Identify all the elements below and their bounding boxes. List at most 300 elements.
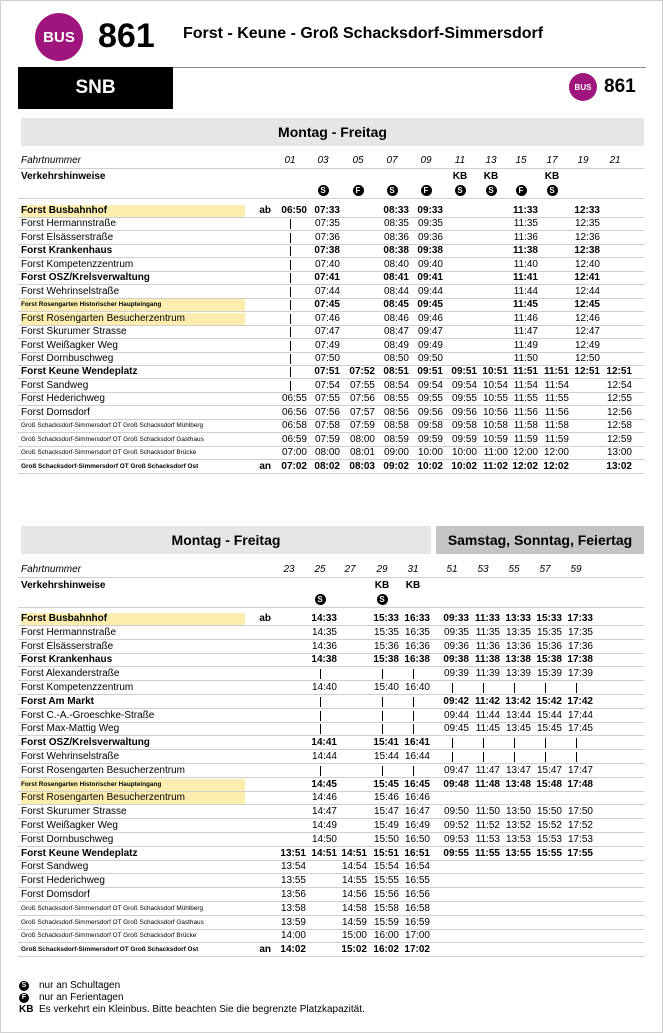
departure-time: 08:00 <box>349 433 375 445</box>
departure-time: 08:02 <box>314 460 340 472</box>
departure-time: 14:44 <box>311 751 337 762</box>
departure-time: 13:42 <box>505 695 531 707</box>
stop-name: Forst Dornbuschweg <box>21 352 114 364</box>
departure-time: 11:36 <box>475 640 500 652</box>
trip-number: 05 <box>352 155 364 166</box>
departure-time: 16:02 <box>373 944 399 956</box>
stop-name: Forst Weißagker Weg <box>21 339 118 351</box>
departure-time: 09:39 <box>443 668 469 680</box>
departure-time: 15:49 <box>373 820 399 831</box>
departure-time: 11:51 <box>512 366 538 378</box>
departure-time: 10:00 <box>417 447 443 459</box>
departure-time: 08:44 <box>383 285 409 297</box>
holiday-days-icon: F <box>516 185 527 196</box>
departure-time: 08:35 <box>383 218 409 230</box>
departure-time: 15:02 <box>341 944 367 956</box>
pass-through-mark <box>452 752 453 762</box>
departure-time: 12:02 <box>543 460 569 472</box>
departure-time: 09:56 <box>417 406 443 418</box>
departure-time: 14:47 <box>311 806 337 818</box>
departure-time: 14:50 <box>311 833 337 845</box>
departure-time: 16:00 <box>373 930 399 942</box>
departure-time: 06:56 <box>281 406 307 418</box>
departure-time: 08:00 <box>314 447 340 459</box>
pass-through-mark <box>545 738 546 748</box>
departure-time: 11:33 <box>474 613 500 624</box>
departure-time: 11:55 <box>544 393 569 405</box>
departure-time: 15:51 <box>373 847 399 859</box>
trip-number: 29 <box>376 564 388 575</box>
departure-time: 11:56 <box>513 406 538 418</box>
stop-name: Groß Schacksdorf-Simmersdorf OT Groß Schacksdorf Mühlberg <box>21 904 204 912</box>
departure-time: 15:38 <box>373 654 399 666</box>
departure-time: 16:49 <box>404 820 430 831</box>
pass-through-mark <box>320 766 321 776</box>
departure-time: 09:54 <box>417 379 443 391</box>
departure-time: 15:36 <box>536 640 562 652</box>
departure-time: 17:33 <box>567 613 593 624</box>
stop-name: Groß Schacksdorf-Simmersdorf OT Groß Schacksdorf Ost <box>21 462 199 470</box>
departure-time: 11:50 <box>513 352 538 364</box>
departure-time: 15:42 <box>536 695 562 707</box>
stop-name: Forst Max-Mattig Weg <box>21 723 120 735</box>
departure-time: 10:54 <box>482 379 508 391</box>
stop-name: Forst Rosengarten Historischer Haupteingang <box>21 780 162 788</box>
departure-time: 11:54 <box>544 379 569 391</box>
departure-time: 14:51 <box>341 847 367 859</box>
pass-through-mark <box>413 697 414 707</box>
departure-time: 14:56 <box>341 889 367 900</box>
departure-time: 10:56 <box>482 406 508 418</box>
departure-time: 12:00 <box>543 447 569 459</box>
school-days-icon: S <box>547 185 558 196</box>
departure-time: 09:46 <box>417 312 443 324</box>
departure-time: 17:47 <box>567 764 593 776</box>
arrival-marker: an <box>259 944 271 956</box>
divider <box>18 607 645 608</box>
departure-time: 15:36 <box>373 640 399 652</box>
departure-time: 09:45 <box>443 723 469 735</box>
departure-time: 09:58 <box>417 420 443 432</box>
departure-time: 10:58 <box>482 420 508 432</box>
departure-time: 11:55 <box>513 393 538 405</box>
stop-name: Forst Hermannstraße <box>21 218 117 230</box>
departure-time: 14:02 <box>280 944 306 956</box>
departure-time: 11:42 <box>474 695 500 707</box>
departure-time: 15:33 <box>373 613 399 624</box>
departure-time: 09:45 <box>417 299 443 311</box>
pass-through-mark <box>382 711 383 721</box>
departure-time: 09:44 <box>443 709 469 721</box>
departure-time: 08:59 <box>383 433 409 445</box>
departure-time: 07:02 <box>281 460 307 472</box>
departure-time: 09:58 <box>451 420 477 432</box>
departure-time: 07:55 <box>314 393 340 405</box>
departure-time: 16:51 <box>404 847 430 859</box>
departure-time: 12:44 <box>574 285 600 297</box>
pass-through-mark <box>483 738 484 748</box>
departure-time: 07:49 <box>314 339 340 351</box>
stop-name: Forst Skurumer Strasse <box>21 326 127 338</box>
departure-time: 08:54 <box>383 379 409 391</box>
departure-time: 10:00 <box>451 447 477 459</box>
departure-time: 17:53 <box>567 833 593 845</box>
departure-marker: ab <box>259 613 271 624</box>
departure-time: 07:40 <box>314 258 340 270</box>
pass-through-mark <box>382 766 383 776</box>
stop-name: Groß Schacksdorf-Simmersdorf OT Groß Schacksdorf Brücke <box>21 449 197 457</box>
departure-time: 08:49 <box>383 339 409 351</box>
departure-time: 09:38 <box>443 654 469 666</box>
legend <box>19 980 365 1016</box>
stop-name: Forst Dornbuschweg <box>21 833 114 845</box>
stop-name: Groß Schacksdorf-Simmersdorf OT Groß Schacksdorf Mühlberg <box>21 422 204 430</box>
departure-time: 16:36 <box>404 640 430 652</box>
departure-time: 11:58 <box>513 420 538 432</box>
legend-row-holiday <box>19 992 365 1004</box>
pass-through-mark <box>382 724 383 734</box>
stop-name: Forst Krankenhaus <box>21 654 113 666</box>
departure-time: 14:36 <box>311 640 337 652</box>
departure-time: 07:52 <box>349 366 375 378</box>
pass-through-mark <box>576 752 577 762</box>
departure-time: 09:51 <box>417 366 443 378</box>
departure-time: 13:55 <box>505 847 531 859</box>
departure-time: 09:47 <box>417 326 443 338</box>
pass-through-mark <box>320 669 321 679</box>
departure-time: 08:56 <box>383 406 409 418</box>
school-days-icon: S <box>377 594 388 605</box>
departure-time: 07:55 <box>349 379 375 391</box>
departure-time: 13:48 <box>505 778 531 790</box>
departure-time: 08:36 <box>383 231 409 243</box>
departure-time: 08:38 <box>383 245 409 257</box>
departure-time: 17:39 <box>567 668 593 680</box>
departure-time: 15:47 <box>536 764 562 776</box>
departure-time: 11:54 <box>513 379 538 391</box>
departure-time: 08:51 <box>383 366 409 378</box>
departure-time: 09:33 <box>443 613 469 624</box>
departure-time: 17:42 <box>567 695 593 707</box>
trip-number: 03 <box>317 155 329 166</box>
departure-time: 12:00 <box>512 447 538 459</box>
departure-time: 09:55 <box>451 393 477 405</box>
departure-time: 07:57 <box>349 406 375 418</box>
pass-through-mark <box>452 738 453 748</box>
departure-time: 15:46 <box>373 792 399 804</box>
departure-time: 09:36 <box>417 231 443 243</box>
departure-time: 12:33 <box>574 205 600 216</box>
departure-time: 11:38 <box>512 245 538 257</box>
trip-number: 09 <box>420 155 432 166</box>
trip-number-label: Fahrtnummer <box>21 155 82 166</box>
departure-time: 07:56 <box>349 393 375 405</box>
departure-time: 07:47 <box>314 326 340 338</box>
departure-time: 11:49 <box>513 339 538 351</box>
departure-time: 16:46 <box>404 792 430 804</box>
departure-time: 06:58 <box>281 420 307 432</box>
departure-time: 15:59 <box>373 916 399 928</box>
pass-through-mark <box>514 683 515 693</box>
departure-time: 09:36 <box>443 640 469 652</box>
departure-time: 12:59 <box>606 433 632 445</box>
departure-time: 12:45 <box>574 299 600 311</box>
departure-time: 08:03 <box>349 460 375 472</box>
departure-time: 10:55 <box>482 393 508 405</box>
notes-label: Verkehrshinweise <box>21 171 106 182</box>
departure-time: 15:54 <box>373 861 399 873</box>
departure-time: 13:00 <box>606 447 632 459</box>
trip-number: 15 <box>515 155 527 166</box>
stop-name: Forst Skurumer Strasse <box>21 806 127 818</box>
stop-name: Forst Krankenhaus <box>21 245 113 257</box>
departure-time: 15:50 <box>536 806 562 818</box>
departure-time: 09:38 <box>417 245 443 257</box>
line-number-small: 861 <box>604 76 636 97</box>
departure-time: 17:00 <box>404 930 430 942</box>
trip-number: 13 <box>485 155 497 166</box>
legend-kb-key: KB <box>19 1004 34 1015</box>
band-weekday-2: Montag - Freitag <box>21 526 431 554</box>
departure-time: 11:59 <box>513 433 538 445</box>
departure-time: 09:55 <box>443 847 469 859</box>
departure-time: 12:46 <box>574 312 600 324</box>
departure-time: 15:55 <box>536 847 562 859</box>
departure-time: 14:54 <box>341 861 367 873</box>
departure-time: 13:51 <box>280 847 306 859</box>
pass-through-mark <box>320 697 321 707</box>
departure-time: 12:40 <box>574 258 600 270</box>
stop-name: Forst Keune Wendeplatz <box>21 847 138 859</box>
departure-time: 15:50 <box>373 833 399 845</box>
pass-through-mark <box>320 711 321 721</box>
departure-time: 15:45 <box>536 723 562 735</box>
pass-through-mark <box>382 697 383 707</box>
departure-time: 13:36 <box>505 640 531 652</box>
stop-name: Forst Busbahnhof <box>21 205 108 216</box>
stop-name: Forst OSZ/Krelsverwaltung <box>21 737 150 749</box>
departure-time: 12:41 <box>574 272 600 284</box>
trip-number: 27 <box>344 564 356 575</box>
departure-time: 11:02 <box>482 460 508 472</box>
departure-time: 14:00 <box>280 930 306 942</box>
departure-time: 11:39 <box>475 668 500 680</box>
departure-time: 14:38 <box>311 654 337 666</box>
departure-time: 08:45 <box>383 299 409 311</box>
departure-time: 11:44 <box>513 285 538 297</box>
kleinbus-marker: KB <box>374 580 390 591</box>
arrival-marker: an <box>259 460 271 472</box>
stop-name: Forst Wehrinselstraße <box>21 285 120 297</box>
band-weekend-2: Samstag, Sonntag, Feiertag <box>436 526 644 554</box>
departure-time: 12:36 <box>574 231 600 243</box>
stop-name: Forst Sandweg <box>21 861 89 873</box>
departure-time: 11:00 <box>483 447 508 459</box>
departure-time: 13:59 <box>280 916 306 928</box>
pass-through-mark <box>413 724 414 734</box>
departure-time: 11:47 <box>475 764 500 776</box>
departure-time: 13:55 <box>280 875 306 887</box>
departure-time: 07:41 <box>314 272 340 284</box>
departure-time: 08:01 <box>349 447 375 459</box>
departure-time: 07:59 <box>314 433 340 445</box>
departure-time: 07:38 <box>314 245 340 257</box>
departure-time: 13:50 <box>505 806 531 818</box>
departure-time: 11:56 <box>544 406 569 418</box>
departure-time: 14:58 <box>341 902 367 914</box>
departure-time: 12:56 <box>606 406 632 418</box>
departure-time: 12:51 <box>574 366 600 378</box>
departure-time: 17:50 <box>567 806 593 818</box>
departure-time: 11:40 <box>513 258 538 270</box>
departure-time: 15:38 <box>536 654 562 666</box>
school-days-icon: S <box>318 185 329 196</box>
departure-time: 12:49 <box>574 339 600 351</box>
departure-time: 16:41 <box>404 737 430 749</box>
departure-time: 09:54 <box>451 379 477 391</box>
departure-time: 11:52 <box>475 820 500 831</box>
departure-time: 11:41 <box>512 272 538 284</box>
pass-through-mark <box>452 683 453 693</box>
departure-time: 07:46 <box>314 312 340 324</box>
pass-through-mark <box>576 738 577 748</box>
stop-name: Forst Sandweg <box>21 379 89 391</box>
departure-time: 16:56 <box>404 889 430 900</box>
trip-number: 51 <box>446 564 458 575</box>
departure-time: 14:51 <box>311 847 337 859</box>
departure-time: 15:56 <box>373 889 399 900</box>
departure-time: 13:44 <box>505 709 531 721</box>
departure-time: 17:44 <box>567 709 593 721</box>
departure-time: 09:00 <box>383 447 409 459</box>
departure-time: 16:59 <box>404 916 430 928</box>
departure-time: 09:33 <box>417 205 443 216</box>
departure-marker: ab <box>259 205 271 216</box>
trip-number: 59 <box>570 564 582 575</box>
stop-name: Forst Am Markt <box>21 695 94 707</box>
school-days-icon: S <box>455 185 466 196</box>
stop-name: Forst Rosengarten Historischer Haupteingang <box>21 301 162 309</box>
departure-time: 15:55 <box>373 875 399 887</box>
pass-through-mark <box>483 752 484 762</box>
departure-time: 07:33 <box>314 205 340 216</box>
school-days-icon: S <box>486 185 497 196</box>
legend-school-text: nur an Schultagen <box>39 980 121 991</box>
departure-time: 09:53 <box>443 833 469 845</box>
departure-time: 08:55 <box>383 393 409 405</box>
departure-time: 08:50 <box>383 352 409 364</box>
departure-time: 16:33 <box>404 613 430 624</box>
divider <box>18 577 645 578</box>
departure-time: 08:58 <box>383 420 409 432</box>
departure-time: 13:39 <box>505 668 531 680</box>
departure-time: 15:52 <box>536 820 562 831</box>
departure-time: 09:59 <box>451 433 477 445</box>
departure-time: 15:35 <box>373 626 399 638</box>
departure-time: 15:47 <box>373 806 399 818</box>
departure-time: 06:50 <box>281 205 307 216</box>
departure-time: 07:59 <box>349 420 375 432</box>
departure-time: 07:36 <box>314 231 340 243</box>
departure-time: 13:53 <box>505 833 531 845</box>
departure-time: 09:56 <box>451 406 477 418</box>
departure-time: 11:53 <box>475 833 500 845</box>
departure-time: 06:55 <box>281 393 307 405</box>
departure-time: 10:59 <box>482 433 508 445</box>
departure-time: 13:33 <box>505 613 531 624</box>
departure-time: 15:33 <box>536 613 562 624</box>
band-weekday-1: Montag - Freitag <box>21 118 644 146</box>
departure-time: 09:59 <box>417 433 443 445</box>
pass-through-mark <box>413 669 414 679</box>
departure-time: 10:02 <box>417 460 443 472</box>
departure-time: 15:00 <box>341 930 367 942</box>
departure-time: 14:59 <box>341 916 367 928</box>
trip-number: 57 <box>539 564 551 575</box>
trip-number: 25 <box>314 564 326 575</box>
departure-time: 16:47 <box>404 806 430 818</box>
trip-number: 21 <box>609 155 621 166</box>
trip-number: 07 <box>386 155 398 166</box>
departure-time: 14:46 <box>311 792 337 804</box>
pass-through-mark <box>576 683 577 693</box>
departure-time: 17:02 <box>404 944 430 956</box>
departure-time: 17:55 <box>567 847 593 859</box>
departure-time: 09:55 <box>417 393 443 405</box>
bus-logo-small-icon: BUS <box>569 73 597 101</box>
departure-time: 12:47 <box>574 326 600 338</box>
school-days-icon: S <box>19 981 29 991</box>
departure-time: 07:00 <box>281 447 307 459</box>
departure-time: 12:50 <box>574 352 600 364</box>
stop-name: Forst Hederichweg <box>21 875 105 887</box>
departure-time: 09:44 <box>417 285 443 297</box>
departure-time: 07:58 <box>314 420 340 432</box>
departure-time: 16:35 <box>404 626 430 638</box>
pass-through-mark <box>413 711 414 721</box>
stop-name: Forst Kompetenzzentrum <box>21 258 134 270</box>
departure-time: 07:51 <box>314 366 340 378</box>
stop-name: Forst Alexanderstraße <box>21 668 120 680</box>
departure-time: 12:51 <box>606 366 632 378</box>
legend-row-kb <box>19 1004 365 1016</box>
legend-holiday-text: nur an Ferientagen <box>39 992 124 1003</box>
stop-name: Forst Busbahnhof <box>21 613 108 624</box>
kleinbus-marker: KB <box>544 171 560 182</box>
departure-time: 07:44 <box>314 285 340 297</box>
departure-time: 13:47 <box>505 764 531 776</box>
departure-time: 15:35 <box>536 626 562 638</box>
departure-time: 13:38 <box>505 654 531 666</box>
departure-time: 15:44 <box>536 709 562 721</box>
departure-time: 09:02 <box>383 460 409 472</box>
departure-time: 14:45 <box>311 778 337 790</box>
departure-time: 11:51 <box>543 366 569 378</box>
trip-number: 11 <box>454 155 466 166</box>
departure-time: 09:47 <box>443 764 469 776</box>
departure-time: 16:55 <box>404 875 430 887</box>
stop-name: Groß Schacksdorf-Simmersdorf OT Groß Schacksdorf Ost <box>21 946 199 954</box>
pass-through-mark <box>514 738 515 748</box>
departure-time: 09:49 <box>417 339 443 351</box>
departure-time: 14:41 <box>311 737 337 749</box>
departure-time: 17:38 <box>567 654 593 666</box>
trip-number: 31 <box>407 564 419 575</box>
stop-name: Groß Schacksdorf-Simmersdorf OT Groß Schacksdorf Gasthaus <box>21 918 204 926</box>
departure-time: 15:45 <box>373 778 399 790</box>
departure-time: 11:38 <box>474 654 500 666</box>
departure-time: 16:58 <box>404 902 430 914</box>
